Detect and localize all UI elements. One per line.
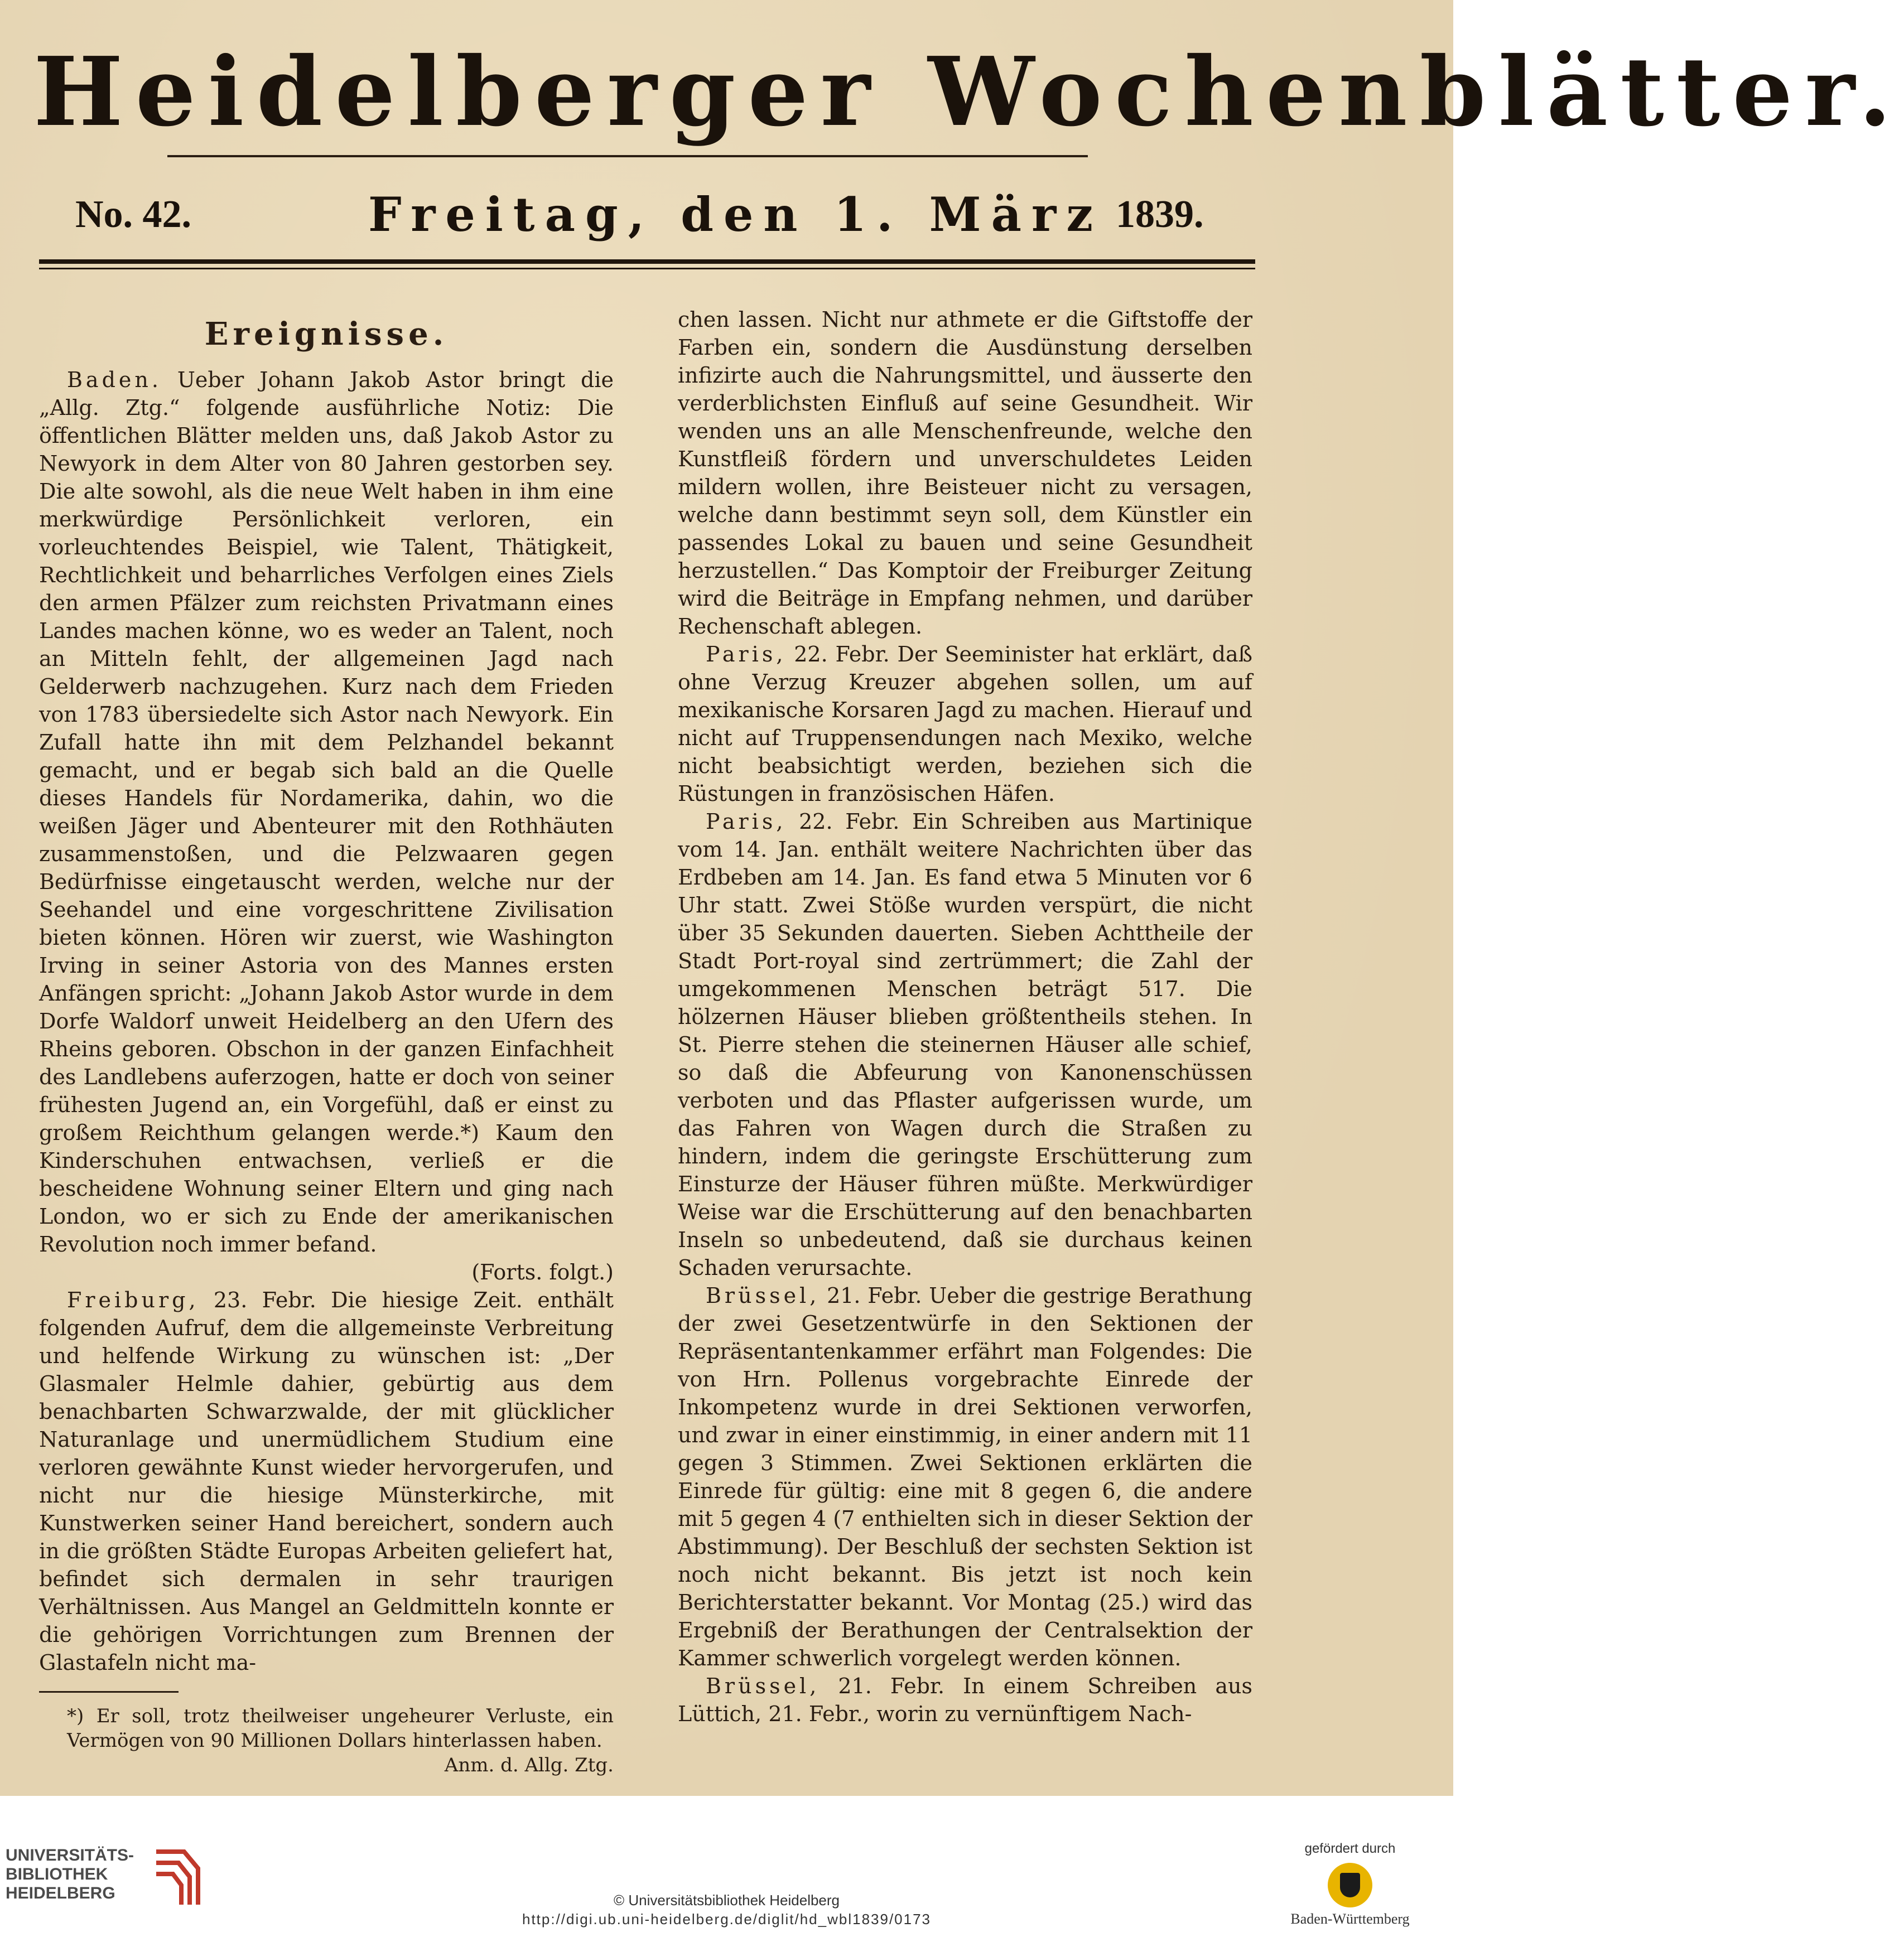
article-bruessel-2 [678, 1672, 1252, 1728]
footnote: *) Er soll, trotz theilweiser ungeheurer Verluste, ein Vermögen von 90 Millionen Dollars hinterlassen haben. [67, 1705, 614, 1752]
article-text: 23. Febr. Die hiesige Zeit. enthält folgenden Aufruf, dem die allgemeinste Verbreitung und helfende Wirkung zu wünschen ist: „Der Glasmaler Helmle dahier, gebürtig aus dem benachbarten Schwarzwalde, der mit glücklicher Naturanlage und unermüdlichem Studium eine verloren gewähnte Kunst wieder hervorgerufen, und nicht nur die hiesige Münsterkirche, mit Kunstwerken seiner Hand bereichert, sondern auch in die größten Städte Europas Arbeiten geliefert hat, befindet sich dermalen in sehr traurigen Verhältnissen. Aus Mangel an Geldmitteln konnte er die gehörigen Vorrichtungen zum Brennen der Glastafeln nicht ma- [39, 1288, 614, 1675]
issue-year: 1839. [1116, 193, 1204, 236]
copyright-block [0, 1891, 1453, 1929]
article-bruessel-1 [678, 1282, 1252, 1672]
article-place: Brüssel, [706, 1674, 820, 1698]
library-line: HEIDELBERG [6, 1884, 115, 1902]
sponsor-name: Baden-Württemberg [1290, 1911, 1410, 1927]
masthead-rule [167, 155, 1088, 157]
right-column [678, 306, 1252, 1772]
article-text: 21. Febr. In einem Schreiben aus Lüttich, 21. Febr., worin zu vernünftigem Nach- [678, 1674, 1252, 1726]
article-paris-1 [678, 640, 1252, 808]
section-heading: Ereignisse. [204, 316, 449, 352]
article-text: 22. Febr. Der Seeminister hat erklärt, daß ohne Verzug Kreuzer abgehen sollen, um auf mexikanische Korsaren Jagd zu machen. Hierauf und nicht auf Truppensendungen nach Mexiko, welche nicht beabsichtigt werden, beziehen sich die Rüstungen in französischen Häfen. [678, 642, 1252, 806]
masthead-title: Heidelberger Wochenblätter. [33, 36, 1904, 148]
article-place: Freiburg, [67, 1288, 199, 1312]
article-freiburg [39, 1286, 614, 1677]
article-paris-2 [678, 808, 1252, 1282]
article-place: Paris, [706, 809, 787, 834]
issue-number: No. 42. [75, 193, 192, 236]
article-text: chen lassen. Nicht nur athmete er die Giftstoffe der Farben ein, sondern die Ausdünstung derselben infizirte auch die Nahrungsmittel, und äusserte den verderblichsten Einfluß auf seine Gesundheit. Wir wenden uns an alle Menschenfreunde, welche den Kunstfleiß fördern und unverschuldetes Leiden mildern wollen, ihre Beisteuer nicht zu versagen, welche dann bestimmt seyn soll, dem Künstler ein passendes Lokal zu bauen und seine Gesundheit herzustellen.“ Das Komptoir der Freiburger Zeitung wird die Beiträge in Empfang nehmen, und darüber Rechenschaft ablegen. [678, 307, 1252, 639]
header-rule-thick [39, 259, 1255, 264]
article-place: Baden. [67, 368, 162, 392]
article-place: Paris, [706, 642, 787, 666]
dateline [0, 178, 1453, 251]
footnote-rule [39, 1691, 179, 1693]
library-line: BIBLIOTHEK [6, 1865, 108, 1883]
article-text: 22. Febr. Ein Schreiben aus Martinique vom 14. Jan. enthält weitere Nachrichten über das Erdbeben am 14. Jan. Es fand etwa 5 Minuten vor 6 Uhr statt. Zwei Stöße wurden verspürt, die nicht über 35 Sekunden dauerten. Sieben Achttheile der Stadt Port-royal sind zertrümmert; die Zahl der umgekommenen Menschen beträgt 517. Die hölzernen Häuser blieben größtentheils stehen. In St. Pierre stehen die steinernen Häuser alle schief, so daß die Abfeurung von Kanonenschüssen verboten und das Pflaster aufgerissen wurde, um das Fahren von Wagen durch die Straßen zu hindern, indem die geringste Erschütterung zum Einsturze der Häuser führen müßte. Merkwürdiger Weise war die Erschütterung auf den benachbarten Inseln so unbedeutend, daß sie durchaus keinen Schaden verursachte. [678, 809, 1252, 1280]
footnote-source: Anm. d. Allg. Ztg. [444, 1754, 614, 1776]
article-text: Ueber Johann Jakob Astor bringt die „Allg. Ztg.“ folgende ausführliche Notiz: Die öffentlichen Blätter melden uns, daß Jakob Astor zu Newyork in dem Alter von 80 Jahren gestorben sey. Die alte sowohl, als die neue Welt haben in ihm eine merkwürdige Persönlichkeit verloren, ein vorleuchtendes Beispiel, wie Talent, Thätigkeit, Rechtlichkeit und beharrliches Verfolgen eines Ziels den armen Pfälzer zum reichsten Privatmann eines Landes machen könne, wo es weder an Talent, noch an Mitteln fehlt, der allgemeinen Jagd nach Gelderwerb nachzugehen. Kurz nach dem Frieden von 1783 übersiedelte sich Astor nach Newyork. Ein Zufall hatte ihn mit dem Pelzhandel bekannt gemacht, und er begab sich bald an die Quelle dieses Handels für Nordamerika, dahin, wo die weißen Jäger und Abenteurer mit den Rothhäuten zusammenstoßen, und die Pelzwaaren gegen Bedürfnisse eingetauscht werden, welche nur der Seehandel und eine vorgeschrittene Zivilisation bieten können. Hören wir zuerst, wie Washington Irving in seiner Astoria von des Mannes ersten Anfängen spricht: „Johann Jakob Astor wurde in dem Dorfe Waldorf unweit Heidelberg an den Ufern des Rheins geboren. Obschon in der ganzen Einfachheit des Landlebens auferzogen, hatte er doch von seiner frühesten Jugend an, ein Vorgefühl, daß er einst zu großem Reichthum gelangen werde.*) Kaum den Kinderschuhen entwachsen, verließ er die bescheidene Wohnung seiner Eltern und ging nach London, wo er sich zu Ende der amerikanischen Revolution noch immer befand. [39, 368, 614, 1257]
page-footer [0, 1796, 1453, 1937]
article-freiburg-continued [678, 306, 1252, 640]
article-place: Brüssel, [706, 1283, 820, 1308]
sponsor-label: gefördert durch [1304, 1841, 1396, 1856]
library-line: UNIVERSITÄTS- [6, 1846, 134, 1864]
continuation-note: (Forts. folgt.) [471, 1260, 614, 1284]
issue-date: Freitag, den 1. März [368, 187, 1103, 242]
article-text: 21. Febr. Ueber die gestrige Berathung der zwei Gesetzentwürfe in den Sektionen der Repräsentantenkammer erfährt man Folgendes: Die von Hrn. Pollenus vorgebrachte Einrede der Inkompetenz wurde in drei Sektionen verworfen, und zwar in einer einstimmig, in einer andern mit 11 gegen 3 Stimmen. Zwei Sektionen erklärten die Einrede für gültig: eine mit 8 gegen 6, die andere mit 5 gegen 4 (7 enthielten sich in dieser Sektion der Abstimmung). Der Beschluß der sechsten Sektion ist noch nicht bekannt. Bis jetzt ist noch kein Berichterstatter bekannt. Vor Montag (25.) wird das Ergebniß der Berathungen der Centralsektion der Kammer schwerlich vorgelegt werden können. [678, 1283, 1252, 1670]
copyright-text: © Universitätsbibliothek Heidelberg [613, 1892, 840, 1909]
article-baden [39, 366, 614, 1258]
header-rule-thin [39, 268, 1255, 269]
source-url-link[interactable]: http://digi.ub.uni-heidelberg.de/diglit/hd_wbl1839/0173 [522, 1911, 932, 1928]
left-column [39, 312, 614, 1779]
